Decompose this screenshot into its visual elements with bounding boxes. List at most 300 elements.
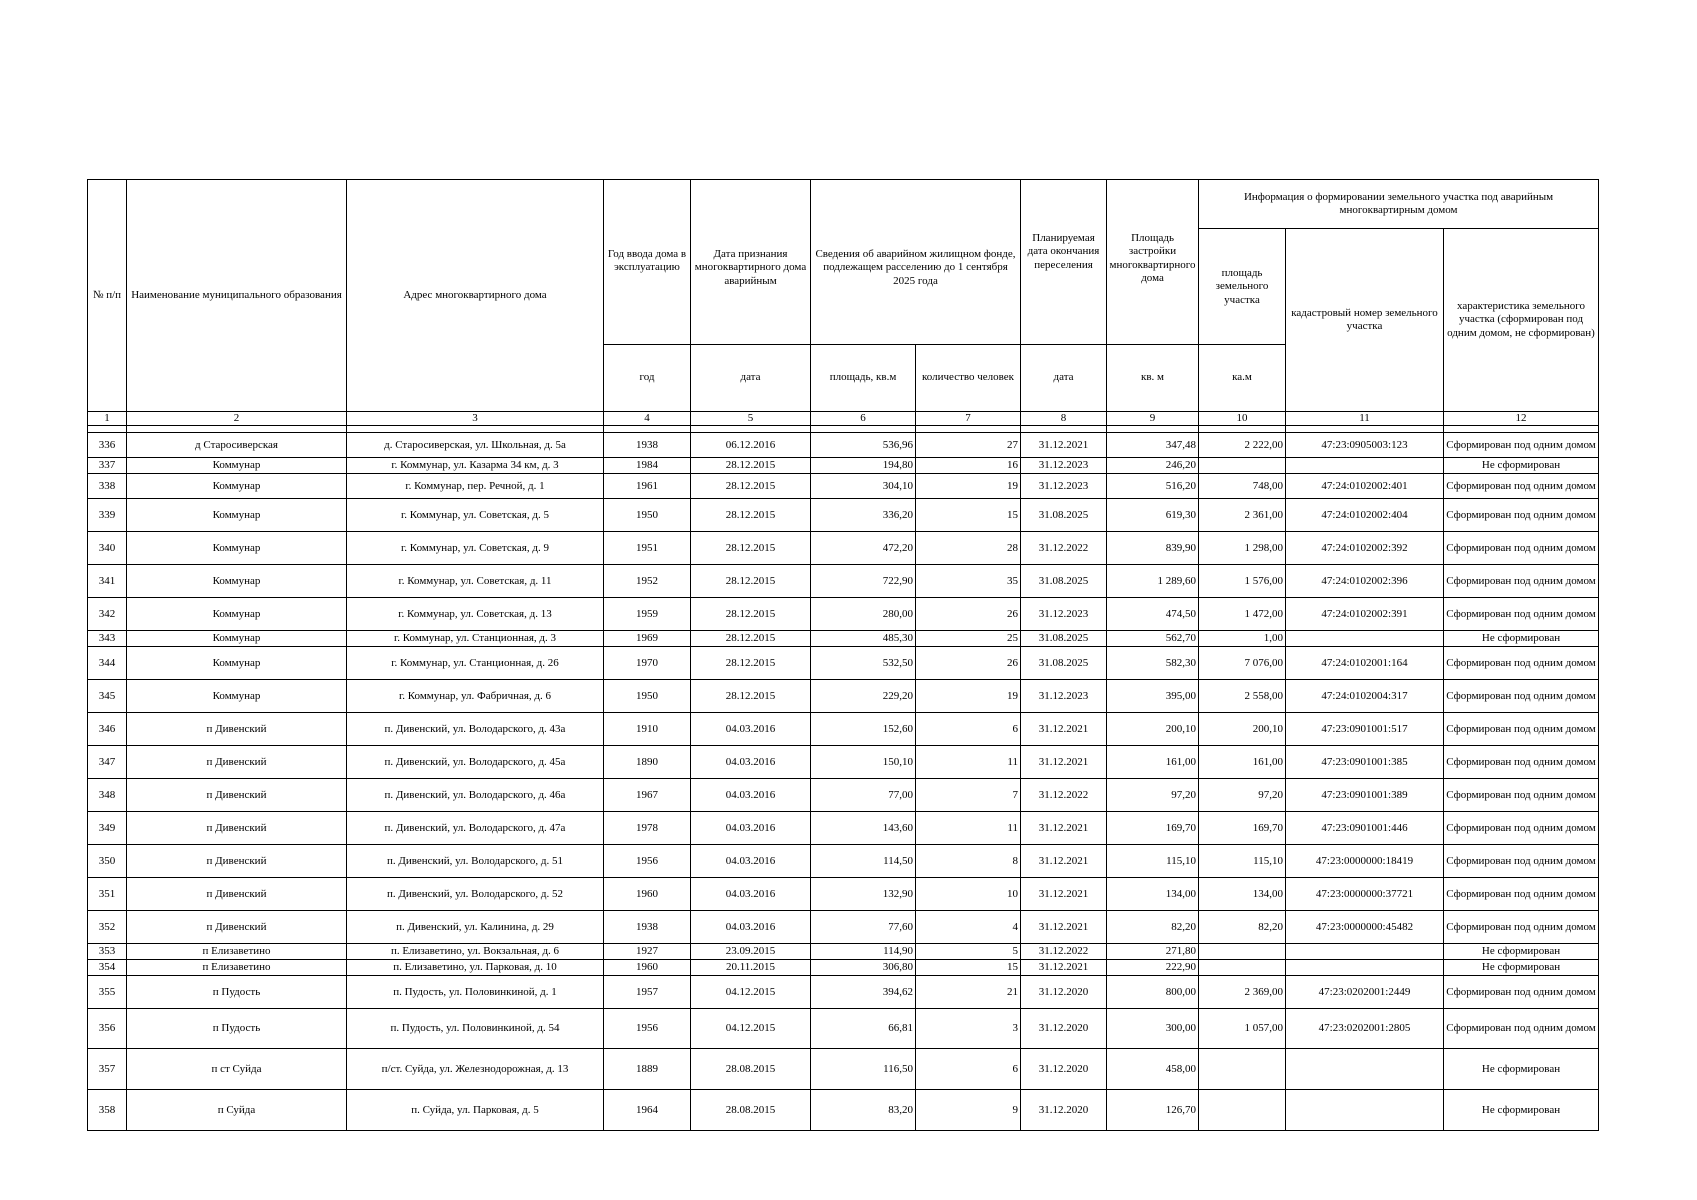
cell-building-area: 97,20	[1107, 779, 1199, 812]
cell-year: 1969	[604, 631, 691, 647]
header-cadastral: кадастровый номер земельного участка	[1286, 229, 1444, 412]
cell-area: 304,10	[811, 474, 916, 499]
cell-cadastral-number: 47:23:0000000:37721	[1286, 878, 1444, 911]
spacer-cell	[1199, 426, 1286, 433]
cell-row-number: 358	[88, 1090, 127, 1131]
cell-land-area: 2 361,00	[1199, 499, 1286, 532]
cell-building-area: 161,00	[1107, 746, 1199, 779]
cell-municipality: п Дивенский	[127, 878, 347, 911]
cell-emergency-date: 04.03.2016	[691, 746, 811, 779]
cell-building-area: 516,20	[1107, 474, 1199, 499]
cell-building-area: 458,00	[1107, 1049, 1199, 1090]
header-land-area: площадь земельного участка	[1199, 229, 1286, 345]
cell-land-status: Сформирован под одним домом	[1444, 647, 1599, 680]
cell-year: 1950	[604, 499, 691, 532]
cell-land-status: Не сформирован	[1444, 960, 1599, 976]
cell-building-area: 246,20	[1107, 458, 1199, 474]
cell-planned-date: 31.12.2023	[1021, 680, 1107, 713]
unit-date-2: дата	[1021, 345, 1107, 412]
cell-year: 1967	[604, 779, 691, 812]
cell-building-area: 200,10	[1107, 713, 1199, 746]
cell-municipality: п Дивенский	[127, 779, 347, 812]
cell-year: 1890	[604, 746, 691, 779]
cell-land-area	[1199, 960, 1286, 976]
table-row	[88, 976, 1599, 1009]
cell-people: 6	[916, 713, 1021, 746]
cell-building-area: 271,80	[1107, 944, 1199, 960]
cell-land-area: 161,00	[1199, 746, 1286, 779]
cell-municipality: Коммунар	[127, 647, 347, 680]
cell-area: 485,30	[811, 631, 916, 647]
cell-land-area: 2 558,00	[1199, 680, 1286, 713]
cell-cadastral-number: 47:23:0901001:517	[1286, 713, 1444, 746]
cell-people: 35	[916, 565, 1021, 598]
cell-land-status: Сформирован под одним домом	[1444, 779, 1599, 812]
cell-area: 116,50	[811, 1049, 916, 1090]
cell-row-number: 338	[88, 474, 127, 499]
cell-row-number: 347	[88, 746, 127, 779]
cell-planned-date: 31.12.2023	[1021, 474, 1107, 499]
cell-people: 25	[916, 631, 1021, 647]
column-number: 6	[811, 412, 916, 426]
header-municipality: Наименование муниципального образования	[127, 180, 347, 412]
unit-people: количество человек	[916, 345, 1021, 412]
cell-cadastral-number: 47:23:0000000:45482	[1286, 911, 1444, 944]
table-row	[88, 812, 1599, 845]
cell-address: п/ст. Суйда, ул. Железнодорожная, д. 13	[347, 1049, 604, 1090]
cell-emergency-date: 04.03.2016	[691, 779, 811, 812]
cell-area: 143,60	[811, 812, 916, 845]
cell-cadastral-number: 47:23:0901001:385	[1286, 746, 1444, 779]
cell-address: г. Коммунар, ул. Станционная, д. 26	[347, 647, 604, 680]
cell-land-status: Сформирован под одним домом	[1444, 598, 1599, 631]
cell-area: 114,50	[811, 845, 916, 878]
cell-cadastral-number	[1286, 960, 1444, 976]
cell-emergency-date: 06.12.2016	[691, 433, 811, 458]
cell-row-number: 345	[88, 680, 127, 713]
cell-municipality: д Старосиверская	[127, 433, 347, 458]
cell-land-status: Сформирован под одним домом	[1444, 812, 1599, 845]
cell-emergency-date: 04.03.2016	[691, 911, 811, 944]
cell-people: 26	[916, 647, 1021, 680]
column-number: 2	[127, 412, 347, 426]
cell-row-number: 356	[88, 1009, 127, 1049]
cell-row-number: 351	[88, 878, 127, 911]
cell-emergency-date: 04.12.2015	[691, 976, 811, 1009]
spacer-cell	[127, 426, 347, 433]
cell-people: 5	[916, 944, 1021, 960]
cell-area: 132,90	[811, 878, 916, 911]
table-row	[88, 474, 1599, 499]
column-number: 9	[1107, 412, 1199, 426]
cell-land-status: Сформирован под одним домом	[1444, 713, 1599, 746]
cell-municipality: п Дивенский	[127, 746, 347, 779]
table-row	[88, 433, 1599, 458]
table-row	[88, 499, 1599, 532]
table-row	[88, 713, 1599, 746]
cell-municipality: Коммунар	[127, 474, 347, 499]
cell-year: 1938	[604, 433, 691, 458]
cell-building-area: 347,48	[1107, 433, 1199, 458]
cell-area: 532,50	[811, 647, 916, 680]
column-number: 11	[1286, 412, 1444, 426]
cell-land-area	[1199, 1090, 1286, 1131]
cell-row-number: 350	[88, 845, 127, 878]
cell-land-area: 97,20	[1199, 779, 1286, 812]
cell-row-number: 339	[88, 499, 127, 532]
header-land-status: характеристика земельного участка (сформирован под одним домом, не сформирован)	[1444, 229, 1599, 412]
table-row	[88, 1049, 1599, 1090]
cell-land-area: 1 472,00	[1199, 598, 1286, 631]
column-number: 3	[347, 412, 604, 426]
cell-year: 1960	[604, 960, 691, 976]
cell-area: 77,60	[811, 911, 916, 944]
cell-building-area: 562,70	[1107, 631, 1199, 647]
cell-people: 15	[916, 499, 1021, 532]
cell-planned-date: 31.12.2021	[1021, 878, 1107, 911]
spacer-cell	[1021, 426, 1107, 433]
cell-municipality: Коммунар	[127, 565, 347, 598]
cell-area: 194,80	[811, 458, 916, 474]
unit-sqm: кв. м	[1107, 345, 1199, 412]
cell-land-status: Сформирован под одним домом	[1444, 680, 1599, 713]
cell-emergency-date: 28.12.2015	[691, 647, 811, 680]
cell-building-area: 134,00	[1107, 878, 1199, 911]
cell-row-number: 352	[88, 911, 127, 944]
cell-area: 66,81	[811, 1009, 916, 1049]
cell-area: 336,20	[811, 499, 916, 532]
cell-cadastral-number: 47:24:0102002:396	[1286, 565, 1444, 598]
table-row	[88, 631, 1599, 647]
header-land-info: Информация о формировании земельного участка под аварийным многоквартирным домом	[1199, 180, 1599, 229]
cell-building-area: 474,50	[1107, 598, 1199, 631]
cell-land-status: Сформирован под одним домом	[1444, 565, 1599, 598]
cell-planned-date: 31.12.2020	[1021, 1049, 1107, 1090]
cell-address: п. Дивенский, ул. Володарского, д. 46а	[347, 779, 604, 812]
cell-land-status: Сформирован под одним домом	[1444, 474, 1599, 499]
cell-people: 28	[916, 532, 1021, 565]
cell-people: 26	[916, 598, 1021, 631]
table-row	[88, 960, 1599, 976]
cell-land-status: Не сформирован	[1444, 944, 1599, 960]
cell-municipality: п Дивенский	[127, 845, 347, 878]
cell-municipality: Коммунар	[127, 680, 347, 713]
cell-land-area: 115,10	[1199, 845, 1286, 878]
cell-people: 11	[916, 746, 1021, 779]
cell-people: 11	[916, 812, 1021, 845]
cell-building-area: 115,10	[1107, 845, 1199, 878]
cell-planned-date: 31.12.2020	[1021, 1090, 1107, 1131]
cell-land-status: Не сформирован	[1444, 458, 1599, 474]
spacer-cell	[1444, 426, 1599, 433]
table-row	[88, 878, 1599, 911]
cell-address: п. Пудость, ул. Половинкиной, д. 1	[347, 976, 604, 1009]
table-row	[88, 647, 1599, 680]
table-row	[88, 532, 1599, 565]
housing-table	[87, 179, 1599, 1131]
spacer-cell	[347, 426, 604, 433]
cell-area: 394,62	[811, 976, 916, 1009]
cell-cadastral-number: 47:23:0202001:2449	[1286, 976, 1444, 1009]
cell-year: 1951	[604, 532, 691, 565]
cell-land-area: 7 076,00	[1199, 647, 1286, 680]
cell-address: п. Дивенский, ул. Володарского, д. 45а	[347, 746, 604, 779]
header-address: Адрес многоквартирного дома	[347, 180, 604, 412]
cell-emergency-date: 04.03.2016	[691, 878, 811, 911]
cell-cadastral-number: 47:23:0202001:2805	[1286, 1009, 1444, 1049]
cell-address: п. Елизаветино, ул. Парковая, д. 10	[347, 960, 604, 976]
cell-emergency-date: 28.12.2015	[691, 458, 811, 474]
cell-municipality: Коммунар	[127, 598, 347, 631]
cell-planned-date: 31.12.2021	[1021, 960, 1107, 976]
header-num: № п/п	[88, 180, 127, 412]
cell-cadastral-number: 47:24:0102004:317	[1286, 680, 1444, 713]
cell-cadastral-number: 47:24:0102002:392	[1286, 532, 1444, 565]
header-emergency-fund: Сведения об аварийном жилищном фонде, подлежащем расселению до 1 сентября 2025 года	[811, 180, 1021, 345]
cell-planned-date: 31.12.2021	[1021, 911, 1107, 944]
cell-land-area: 748,00	[1199, 474, 1286, 499]
cell-land-status: Не сформирован	[1444, 631, 1599, 647]
header-emergency-date: Дата признания многоквартирного дома аварийным	[691, 180, 811, 345]
cell-emergency-date: 04.03.2016	[691, 845, 811, 878]
cell-building-area: 222,90	[1107, 960, 1199, 976]
cell-year: 1910	[604, 713, 691, 746]
cell-land-area: 200,10	[1199, 713, 1286, 746]
cell-year: 1961	[604, 474, 691, 499]
cell-row-number: 354	[88, 960, 127, 976]
cell-land-area: 1 576,00	[1199, 565, 1286, 598]
cell-planned-date: 31.12.2023	[1021, 458, 1107, 474]
cell-cadastral-number: 47:23:0901001:446	[1286, 812, 1444, 845]
cell-municipality: Коммунар	[127, 458, 347, 474]
cell-area: 229,20	[811, 680, 916, 713]
cell-cadastral-number	[1286, 944, 1444, 960]
cell-row-number: 336	[88, 433, 127, 458]
cell-people: 9	[916, 1090, 1021, 1131]
cell-municipality: Коммунар	[127, 631, 347, 647]
cell-address: п. Дивенский, ул. Володарского, д. 51	[347, 845, 604, 878]
cell-municipality: п Дивенский	[127, 911, 347, 944]
cell-land-status: Сформирован под одним домом	[1444, 499, 1599, 532]
cell-land-area: 2 369,00	[1199, 976, 1286, 1009]
cell-people: 21	[916, 976, 1021, 1009]
cell-municipality: п ст Суйда	[127, 1049, 347, 1090]
cell-land-area	[1199, 944, 1286, 960]
cell-land-status: Не сформирован	[1444, 1049, 1599, 1090]
cell-municipality: п Дивенский	[127, 812, 347, 845]
cell-building-area: 395,00	[1107, 680, 1199, 713]
cell-building-area: 300,00	[1107, 1009, 1199, 1049]
cell-emergency-date: 23.09.2015	[691, 944, 811, 960]
table-row	[88, 680, 1599, 713]
spacer-cell	[1107, 426, 1199, 433]
cell-year: 1964	[604, 1090, 691, 1131]
cell-emergency-date: 28.12.2015	[691, 532, 811, 565]
cell-address: п. Дивенский, ул. Володарского, д. 43а	[347, 713, 604, 746]
cell-row-number: 346	[88, 713, 127, 746]
cell-cadastral-number: 47:24:0102002:401	[1286, 474, 1444, 499]
cell-building-area: 619,30	[1107, 499, 1199, 532]
column-number: 12	[1444, 412, 1599, 426]
cell-planned-date: 31.08.2025	[1021, 647, 1107, 680]
cell-cadastral-number	[1286, 631, 1444, 647]
cell-land-status: Сформирован под одним домом	[1444, 433, 1599, 458]
cell-land-area: 134,00	[1199, 878, 1286, 911]
cell-year: 1950	[604, 680, 691, 713]
cell-planned-date: 31.08.2025	[1021, 631, 1107, 647]
cell-people: 19	[916, 474, 1021, 499]
cell-address: п. Елизаветино, ул. Вокзальная, д. 6	[347, 944, 604, 960]
cell-municipality: п Суйда	[127, 1090, 347, 1131]
cell-address: г. Коммунар, ул. Казарма 34 км, д. 3	[347, 458, 604, 474]
column-number: 4	[604, 412, 691, 426]
cell-emergency-date: 28.12.2015	[691, 680, 811, 713]
cell-address: д. Старосиверская, ул. Школьная, д. 5а	[347, 433, 604, 458]
cell-municipality: п Пудость	[127, 1009, 347, 1049]
cell-land-status: Сформирован под одним домом	[1444, 1009, 1599, 1049]
header-year: Год ввода дома в эксплуатацию	[604, 180, 691, 345]
spacer-cell	[811, 426, 916, 433]
cell-municipality: Коммунар	[127, 532, 347, 565]
cell-municipality: п Елизаветино	[127, 960, 347, 976]
cell-year: 1889	[604, 1049, 691, 1090]
cell-building-area: 1 289,60	[1107, 565, 1199, 598]
table-row	[88, 944, 1599, 960]
cell-row-number: 355	[88, 976, 127, 1009]
cell-land-area	[1199, 458, 1286, 474]
cell-land-area: 82,20	[1199, 911, 1286, 944]
cell-year: 1970	[604, 647, 691, 680]
cell-people: 3	[916, 1009, 1021, 1049]
column-number-row	[88, 412, 1599, 426]
cell-address: г. Коммунар, ул. Станционная, д. 3	[347, 631, 604, 647]
cell-municipality: п Елизаветино	[127, 944, 347, 960]
cell-people: 4	[916, 911, 1021, 944]
cell-year: 1960	[604, 878, 691, 911]
cell-address: п. Дивенский, ул. Володарского, д. 47а	[347, 812, 604, 845]
cell-row-number: 342	[88, 598, 127, 631]
cell-year: 1938	[604, 911, 691, 944]
cell-address: г. Коммунар, ул. Советская, д. 11	[347, 565, 604, 598]
cell-building-area: 126,70	[1107, 1090, 1199, 1131]
cell-planned-date: 31.12.2022	[1021, 532, 1107, 565]
cell-year: 1956	[604, 845, 691, 878]
cell-row-number: 340	[88, 532, 127, 565]
cell-address: п. Дивенский, ул. Калинина, д. 29	[347, 911, 604, 944]
cell-cadastral-number: 47:23:0901001:389	[1286, 779, 1444, 812]
cell-people: 10	[916, 878, 1021, 911]
cell-address: п. Суйда, ул. Парковая, д. 5	[347, 1090, 604, 1131]
cell-emergency-date: 28.12.2015	[691, 565, 811, 598]
cell-row-number: 343	[88, 631, 127, 647]
table-row	[88, 458, 1599, 474]
header-planned-date: Планируемая дата окончания переселения	[1021, 180, 1107, 345]
cell-emergency-date: 04.12.2015	[691, 1009, 811, 1049]
cell-planned-date: 31.08.2025	[1021, 499, 1107, 532]
table-body	[88, 433, 1599, 1131]
cell-planned-date: 31.12.2021	[1021, 845, 1107, 878]
cell-emergency-date: 04.03.2016	[691, 713, 811, 746]
cell-cadastral-number: 47:24:0102002:391	[1286, 598, 1444, 631]
cell-land-status: Сформирован под одним домом	[1444, 878, 1599, 911]
cell-area: 306,80	[811, 960, 916, 976]
cell-land-status: Сформирован под одним домом	[1444, 911, 1599, 944]
cell-emergency-date: 28.12.2015	[691, 474, 811, 499]
spacer-cell	[691, 426, 811, 433]
cell-cadastral-number	[1286, 1090, 1444, 1131]
cell-emergency-date: 28.12.2015	[691, 499, 811, 532]
cell-people: 8	[916, 845, 1021, 878]
cell-address: п. Дивенский, ул. Володарского, д. 52	[347, 878, 604, 911]
cell-cadastral-number: 47:23:0905003:123	[1286, 433, 1444, 458]
table-row	[88, 565, 1599, 598]
spacer-cell	[88, 426, 127, 433]
cell-address: г. Коммунар, ул. Советская, д. 9	[347, 532, 604, 565]
unit-date: дата	[691, 345, 811, 412]
cell-land-area: 1 298,00	[1199, 532, 1286, 565]
unit-area: площадь, кв.м	[811, 345, 916, 412]
column-number: 10	[1199, 412, 1286, 426]
table-row	[88, 779, 1599, 812]
cell-emergency-date: 04.03.2016	[691, 812, 811, 845]
cell-land-status: Сформирован под одним домом	[1444, 746, 1599, 779]
unit-land-sqm: ка.м	[1199, 345, 1286, 412]
cell-emergency-date: 28.12.2015	[691, 598, 811, 631]
cell-building-area: 82,20	[1107, 911, 1199, 944]
cell-land-status: Сформирован под одним домом	[1444, 845, 1599, 878]
cell-land-status: Сформирован под одним домом	[1444, 976, 1599, 1009]
table-row	[88, 845, 1599, 878]
cell-municipality: п Дивенский	[127, 713, 347, 746]
cell-land-area: 1,00	[1199, 631, 1286, 647]
spacer-cell	[1286, 426, 1444, 433]
cell-planned-date: 31.12.2021	[1021, 812, 1107, 845]
cell-area: 83,20	[811, 1090, 916, 1131]
cell-municipality: п Пудость	[127, 976, 347, 1009]
cell-cadastral-number	[1286, 1049, 1444, 1090]
cell-address: г. Коммунар, ул. Советская, д. 5	[347, 499, 604, 532]
cell-area: 280,00	[811, 598, 916, 631]
cell-building-area: 800,00	[1107, 976, 1199, 1009]
cell-building-area: 582,30	[1107, 647, 1199, 680]
cell-planned-date: 31.08.2025	[1021, 565, 1107, 598]
cell-area: 77,00	[811, 779, 916, 812]
cell-year: 1959	[604, 598, 691, 631]
cell-municipality: Коммунар	[127, 499, 347, 532]
cell-planned-date: 31.12.2023	[1021, 598, 1107, 631]
table-row	[88, 1090, 1599, 1131]
cell-row-number: 341	[88, 565, 127, 598]
cell-address: г. Коммунар, пер. Речной, д. 1	[347, 474, 604, 499]
cell-people: 19	[916, 680, 1021, 713]
table-row	[88, 911, 1599, 944]
unit-year: год	[604, 345, 691, 412]
spacer-cell	[916, 426, 1021, 433]
cell-row-number: 357	[88, 1049, 127, 1090]
cell-land-area: 1 057,00	[1199, 1009, 1286, 1049]
cell-row-number: 353	[88, 944, 127, 960]
spacer-row	[88, 426, 1599, 433]
cell-area: 150,10	[811, 746, 916, 779]
cell-planned-date: 31.12.2020	[1021, 976, 1107, 1009]
cell-area: 114,90	[811, 944, 916, 960]
table-row	[88, 1009, 1599, 1049]
cell-year: 1957	[604, 976, 691, 1009]
cell-address: п. Пудость, ул. Половинкиной, д. 54	[347, 1009, 604, 1049]
cell-planned-date: 31.12.2022	[1021, 944, 1107, 960]
cell-year: 1952	[604, 565, 691, 598]
table-row	[88, 598, 1599, 631]
